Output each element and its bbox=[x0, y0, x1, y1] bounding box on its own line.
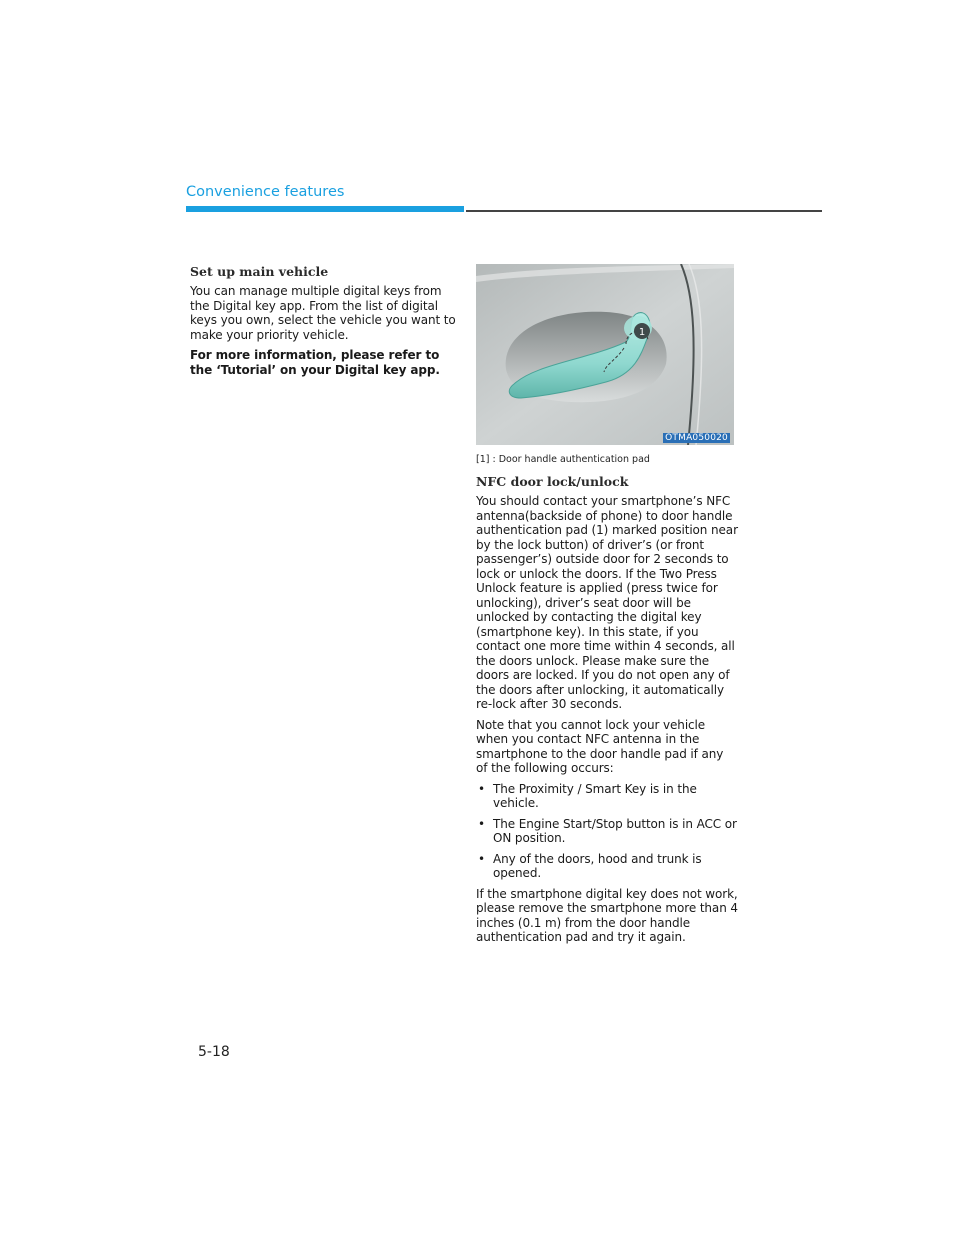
subhead-nfc-door-lock: NFC door lock/unlock bbox=[476, 474, 629, 489]
bullet-icon: • bbox=[478, 851, 485, 866]
header-rule bbox=[466, 210, 822, 212]
list-item: • Any of the doors, hood and trunk is opened. bbox=[478, 851, 702, 880]
left-column bbox=[190, 264, 460, 383]
list-item: • The Engine Start/Stop button is in ACC or ON position. bbox=[478, 816, 737, 845]
paragraph-main-vehicle: You can manage multiple digital keys from the Digital key app. From the list of digital keys you own, select the vehicle you want to make your priority vehicle. bbox=[190, 284, 456, 342]
marker-1-label: 1 bbox=[638, 327, 646, 338]
list-item: • The Proximity / Smart Key is in the vehicle. bbox=[478, 781, 697, 810]
paragraph-tutorial-note: For more information, please refer to the ‘Tutorial’ on your Digital key app. bbox=[190, 348, 440, 377]
subhead-set-up-main-vehicle: Set up main vehicle bbox=[190, 264, 329, 279]
section-title: Convenience features bbox=[186, 184, 345, 200]
conditions-list bbox=[476, 782, 738, 881]
door-handle-illustration bbox=[476, 264, 734, 445]
paragraph-lock-conditions: Note that you cannot lock your vehicle when you contact NFC antenna in the smartphone to the door handle pad if any of the following occurs: bbox=[476, 717, 724, 775]
bullet-icon: • bbox=[478, 816, 485, 831]
figure-caption: [1] : Door handle authentication pad bbox=[476, 454, 650, 465]
door-handle-figure bbox=[476, 264, 734, 445]
bullet-icon: • bbox=[478, 781, 485, 796]
page-number: 5-18 bbox=[198, 1044, 230, 1060]
header-accent-bar bbox=[186, 206, 464, 212]
paragraph-troubleshoot: If the smartphone digital key does not work, please remove the smartphone more than 4 inches (0.1 m) from the door handle authentication pad and try it again. bbox=[476, 886, 738, 944]
paragraph-nfc-instructions: You should contact your smartphone’s NFC antenna(backside of phone) to door handle authentication pad (1) marked position near by the lock button) of driver’s (or front passenger’s) outside door for 2 seconds to lock or unlock the doors. If the Two Press Unlock feature is applied (press twice for unlocking), driver’s seat door will be unlocked by contacting the digital key (smartphone key). In this state, if you contact one more time within 4 seconds, all the doors unlock. Please make sure the doors are locked. If you do not open any of the doors after unlocking, it automatically re-lock after 30 seconds. bbox=[476, 494, 738, 711]
right-column bbox=[476, 264, 738, 951]
figure-code: OTMA050020 bbox=[665, 433, 728, 443]
